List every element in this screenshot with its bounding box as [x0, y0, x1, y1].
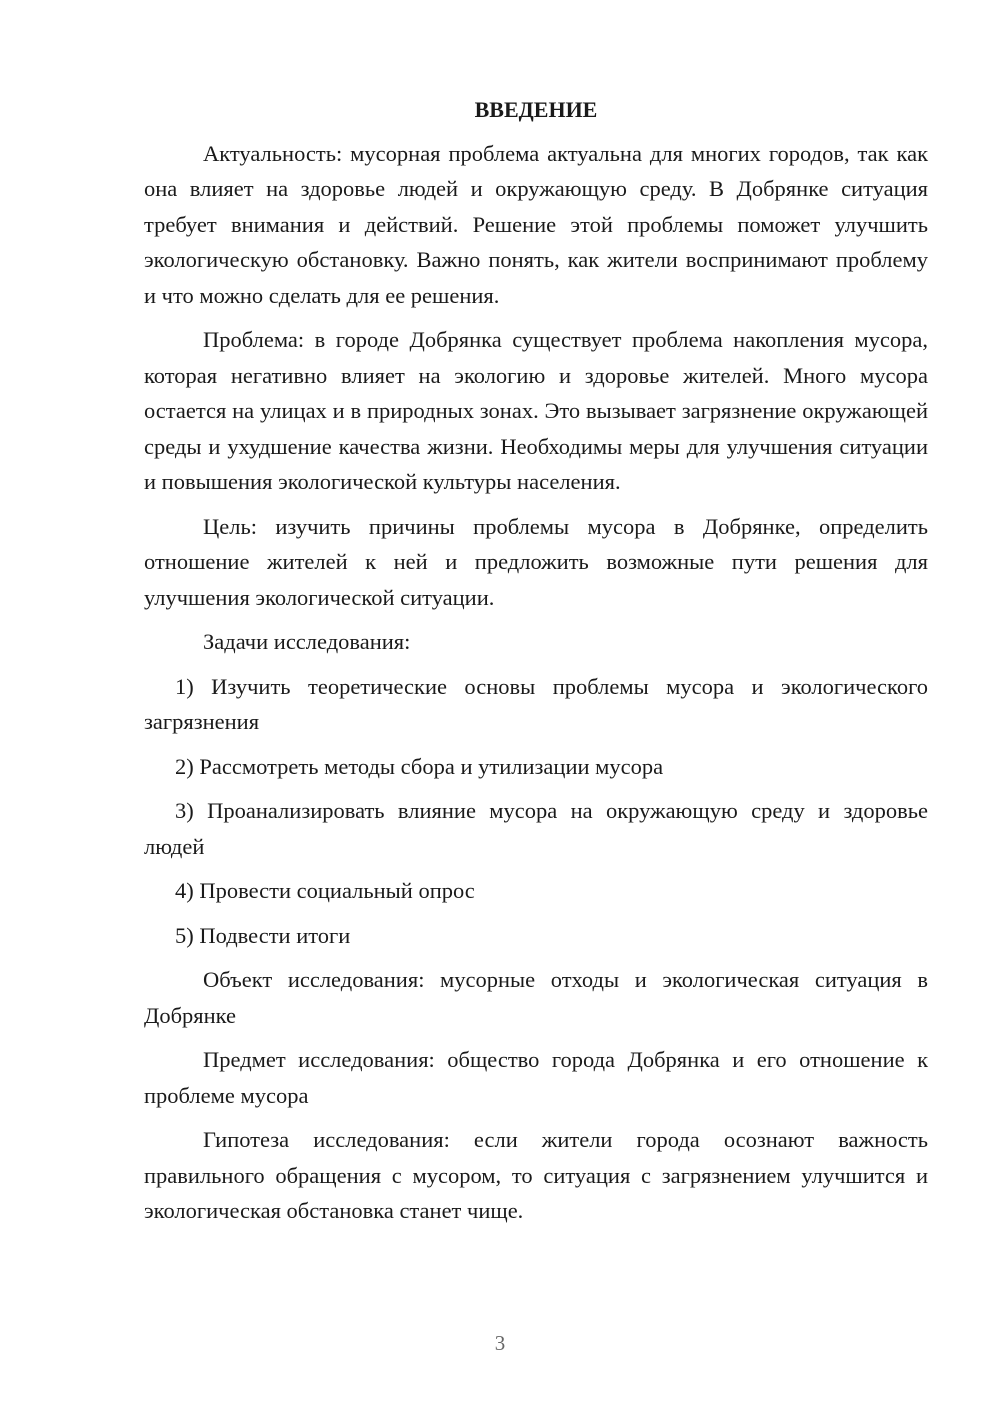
relevance-paragraph: Актуальность: мусорная проблема актуальна для многих городов, так как она влияет на здоровье людей и окружающую среду. В Добрянке ситуация требует внимания и действий. Решение этой проблемы поможет улучшить экологическую обстановку. Важно понять, как жители воспринимают проблему и что можно сделать для ее решения. [144, 140, 928, 308]
page-number: 3 [494, 1331, 506, 1355]
tasks-heading: Задачи исследования: [203, 629, 411, 654]
hypothesis-paragraph: Гипотеза исследования: если жители города осознают важность правильного обращения с мусором, то ситуация с загрязнением улучшится и экологическая обстановка станет чище. [144, 1127, 928, 1223]
task-item-5: 5) Подвести итоги [175, 922, 351, 948]
task-item-2: 2) Рассмотреть методы сбора и утилизации мусора [175, 753, 664, 779]
task-item-1: 1) Изучить теоретические основы проблемы мусора и экологического загрязнения [144, 673, 928, 734]
section-heading: ВВЕДЕНИЕ [474, 97, 598, 122]
task-item-4: 4) Провести социальный опрос [175, 878, 475, 903]
document-page [144, 92, 928, 1238]
object-paragraph: Объект исследования: мусорные отходы и экологическая ситуация в Добрянке [144, 967, 928, 1028]
subject-paragraph: Предмет исследования: общество города Добрянка и его отношение к проблеме мусора [144, 1047, 928, 1108]
goal-paragraph: Цель: изучить причины проблемы мусора в Добрянке, определить отношение жителей к ней и предложить возможные пути решения для улучшения экологической ситуации. [144, 513, 928, 610]
task-item-3: 3) Проанализировать влияние мусора на окружающую среду и здоровье людей [144, 798, 928, 859]
problem-paragraph: Проблема: в городе Добрянка существует проблема накопления мусора, которая негативно влияет на экологию и здоровье жителей. Много мусора остается на улицах и в природных зонах. Это вызывает загрязнение окружающей среды и ухудшение качества жизни. Необходимы меры для улучшения ситуации и повышения экологической культуры населения. [144, 327, 928, 494]
